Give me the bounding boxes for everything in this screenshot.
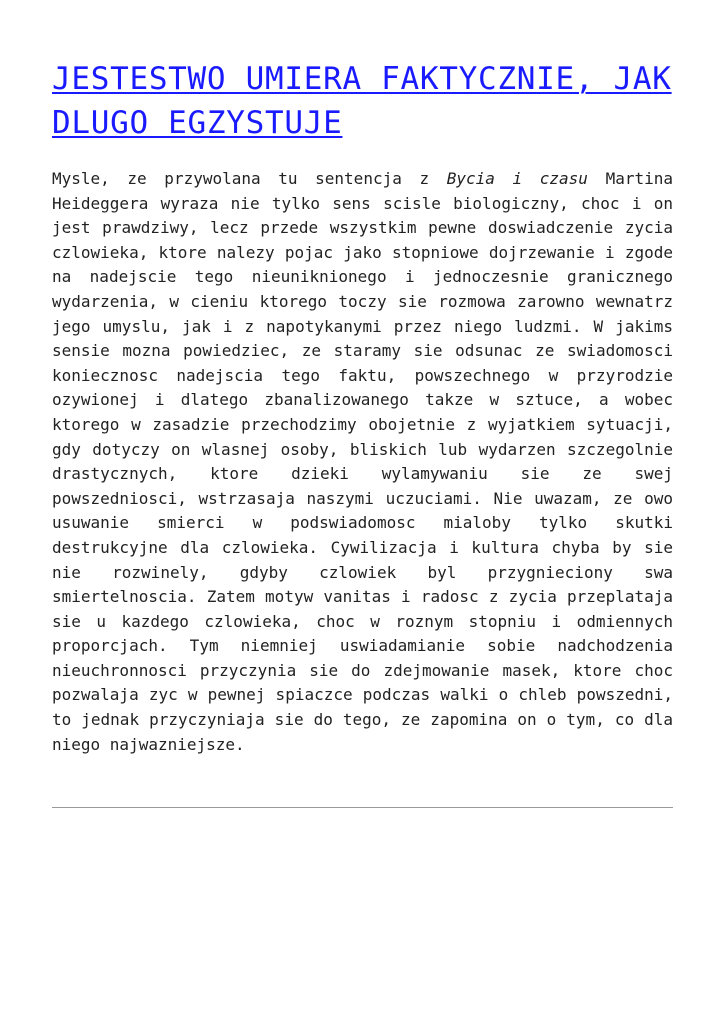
article-divider — [52, 807, 673, 808]
article-title-link[interactable]: JESTESTWO UMIERA FAKTYCZNIE, JAK DLUGO EGZYSTUJE — [52, 61, 672, 141]
paragraph-text-rest: Martina Heideggera wyraza nie tylko sens scisle biologiczny, choc i on jest prawdziwy, lecz przede wszystkim pewne doswiadczenie zycia czlowieka, ktore nalezy pojac jako stopniowe dojrzewanie i zgode na nadejscie tego nieuniknionego i jednoczesnie granicznego wydarzenia, w cieniu ktorego toczy sie rozmowa zarowno wewnatrz jego umyslu, jak i z napotykanymi przez niego ludzmi. W jakims sensie mozna powiedziec, ze staramy sie odsunac ze swiadomosci koniecznosc nadejscia tego faktu, powszechnego w przyrodzie ozywionej i dlatego zbanalizowanego takze w sztuce, a wobec ktorego w zasadzie przechodzimy obojetnie z wyjatkiem sytuacji, gdy dotyczy on wlasnej osoby, bliskich lub wydarzen szczegolnie drastycznych, ktore dzieki wylamywaniu sie ze swej powszedniosci, wstrzasaja naszymi uczuciami. Nie uwazam, ze owo usuwanie smierci w podswiadomosc mialoby tylko skutki destrukcyjne dla czlowieka. Cywilizacja i kultura chyba by sie nie rozwinely, gdyby czlowiek byl przygnieciony swa smiertelnoscia. Zatem motyw vanitas i radosc z zycia przeplataja sie u kazdego czlowieka, choc w roznym stopniu i odmiennych proporcjach. Tym niemniej uswiadamianie sobie nadchodzenia nieuchronnosci przyczynia sie do zdejmowanie masek, ktore choc pozwalaja zyc w pewnej spiaczce podczas walki o chleb powszedni, to jednak przyczyniaja sie do tego, ze zapomina on o tym, co dla niego najwazniejsze. — [52, 169, 674, 754]
article-paragraph — [52, 167, 673, 757]
book-title: Bycia i czasu — [446, 169, 588, 188]
article — [52, 0, 673, 757]
paragraph-text-start: Mysle, ze przywolana tu sentencja z — [52, 169, 447, 188]
article-title — [52, 0, 673, 145]
